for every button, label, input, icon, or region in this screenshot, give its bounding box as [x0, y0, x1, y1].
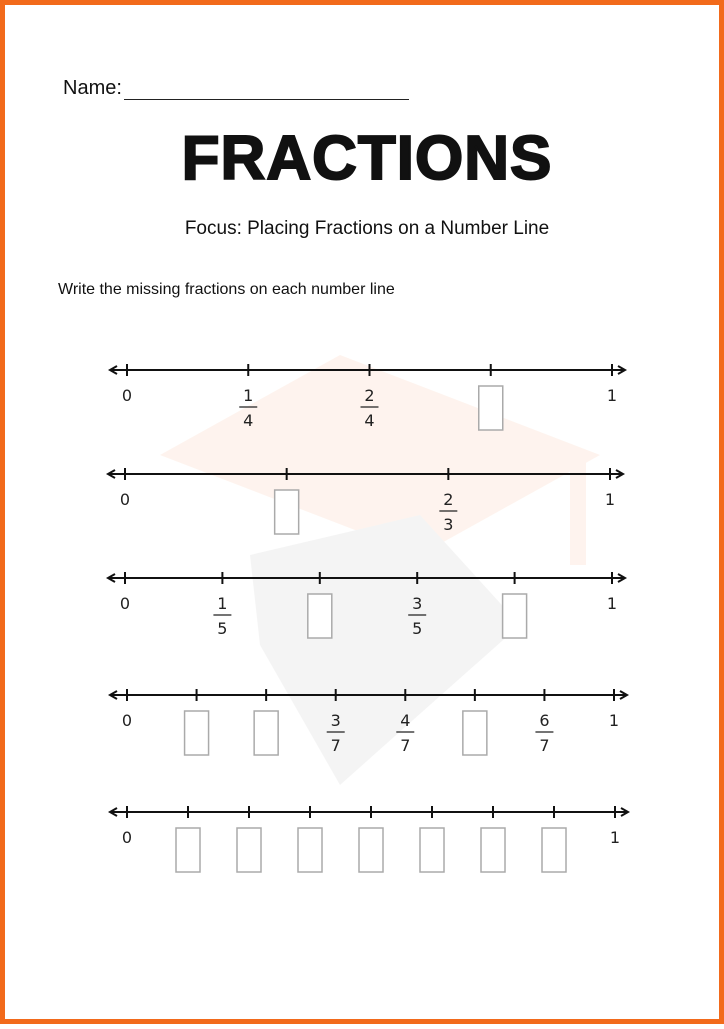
start-label: 0 [121, 386, 133, 405]
start-label: 0 [119, 594, 131, 613]
start-label: 0 [119, 490, 131, 509]
worksheet-instruction: Write the missing fractions on each number line [58, 281, 395, 298]
fraction-numerator: 4 [400, 711, 411, 730]
answer-box[interactable] [308, 594, 332, 638]
worksheet-title: FRACTIONS [181, 124, 553, 193]
fraction-numerator: 2 [443, 490, 454, 509]
answer-box[interactable] [463, 711, 487, 755]
answer-box[interactable] [542, 828, 566, 872]
worksheet-focus: Focus: Placing Fractions on a Number Line [184, 218, 550, 239]
fraction-denominator: 3 [443, 515, 454, 534]
number-lines [5, 5, 724, 1029]
fraction-denominator: 7 [539, 736, 550, 755]
fraction-numerator: 2 [364, 386, 375, 405]
fraction-numerator: 1 [217, 594, 228, 613]
answer-box[interactable] [275, 490, 299, 534]
answer-box[interactable] [254, 711, 278, 755]
answer-box[interactable] [359, 828, 383, 872]
fraction-denominator: 5 [412, 619, 423, 638]
answer-box[interactable] [176, 828, 200, 872]
fraction-denominator: 7 [330, 736, 341, 755]
answer-box[interactable] [420, 828, 444, 872]
answer-box[interactable] [185, 711, 209, 755]
fraction-numerator: 3 [330, 711, 341, 730]
end-label: 1 [604, 490, 616, 509]
end-label: 1 [606, 386, 618, 405]
fraction-numerator: 3 [412, 594, 423, 613]
answer-box[interactable] [298, 828, 322, 872]
start-label: 0 [121, 828, 133, 847]
fraction-denominator: 7 [400, 736, 411, 755]
end-label: 1 [609, 828, 621, 847]
answer-box[interactable] [237, 828, 261, 872]
fraction-denominator: 4 [364, 411, 375, 430]
answer-box[interactable] [481, 828, 505, 872]
end-label: 1 [606, 594, 618, 613]
answer-box[interactable] [503, 594, 527, 638]
fraction-denominator: 4 [243, 411, 254, 430]
fraction-numerator: 1 [243, 386, 254, 405]
fraction-denominator: 5 [217, 619, 228, 638]
end-label: 1 [608, 711, 620, 730]
start-label: 0 [121, 711, 133, 730]
name-label: Name: [63, 77, 122, 99]
answer-box[interactable] [479, 386, 503, 430]
fraction-numerator: 6 [539, 711, 550, 730]
